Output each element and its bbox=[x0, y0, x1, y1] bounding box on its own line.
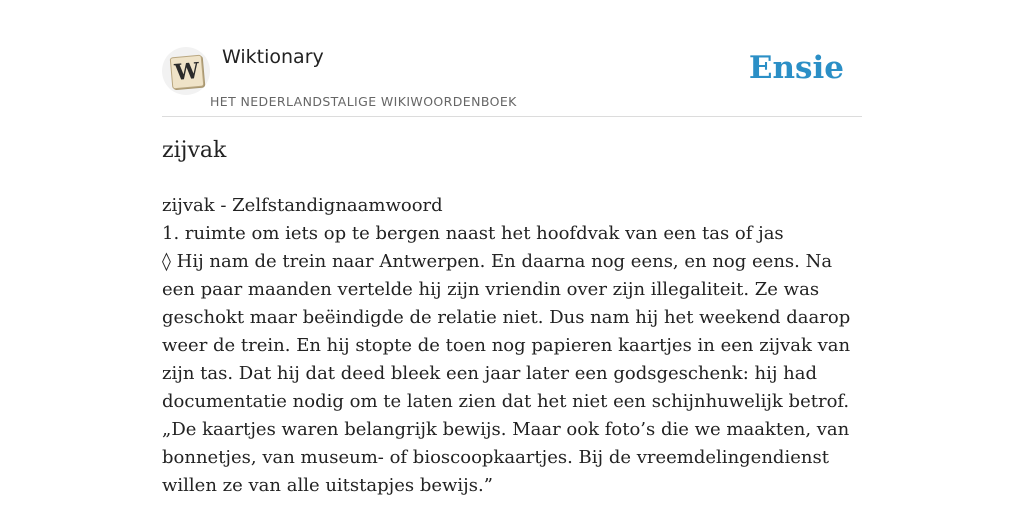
headword-line: zijvak - Zelfstandignaamwoord bbox=[162, 195, 443, 216]
entry-content bbox=[162, 192, 862, 500]
site-name[interactable]: Wiktionary bbox=[222, 46, 324, 68]
wiktionary-logo-icon: W bbox=[170, 55, 205, 90]
ensie-brand-link[interactable]: Ensie bbox=[748, 50, 844, 86]
site-tagline: HET NEDERLANDSTALIGE WIKIWOORDENBOEK bbox=[210, 94, 517, 109]
definition: 1. ruimte om iets op te bergen naast het hoofdvak van een tas of jas bbox=[162, 223, 784, 244]
page-title: zijvak bbox=[162, 138, 227, 163]
site-header bbox=[162, 40, 862, 117]
example-text: ◊ Hij nam de trein naar Antwerpen. En daarna nog eens, en nog eens. Na een paar maanden vertelde hij zijn vriendin over zijn illegaliteit. Ze was geschokt maar beëindigde de relatie niet. Dus nam hij het weekend daarop weer de trein. En hij stopte de toen nog papieren kaartjes in een zijvak van zijn tas. Dat hij dat deed bleek een jaar later een godsgeschenk: hij had documentatie nodig om te laten zien dat het niet een schijnhuwelijk betrof. „De kaartjes waren belangrijk bewijs. Maar ook foto’s die we maakten, van bonnetjes, van museum- of bioscoopkaartjes. Bij de vreemdelingendienst willen ze van alle uitstapjes bewijs.” bbox=[162, 251, 851, 496]
wiktionary-logo[interactable] bbox=[162, 47, 210, 95]
